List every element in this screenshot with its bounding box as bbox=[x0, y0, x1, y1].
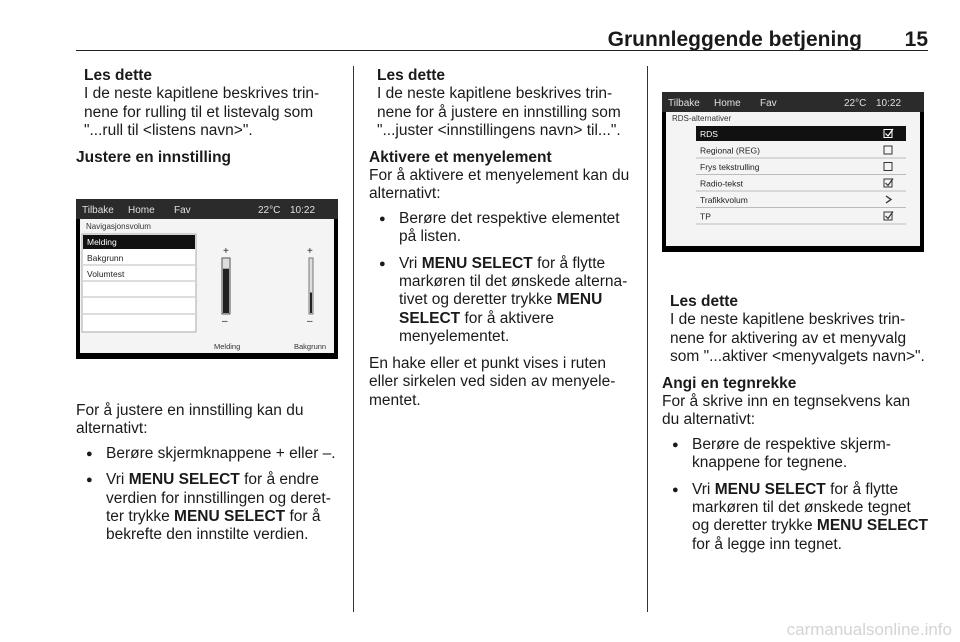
column-3 bbox=[662, 293, 928, 562]
bullet-text: for å legge inn tegnet. bbox=[692, 535, 842, 553]
column-1 bbox=[76, 67, 344, 167]
bullet-text: Berøre skjermknappene + eller –. bbox=[106, 444, 336, 462]
intro-text: For å aktivere et menyelement kan du alternativt: bbox=[369, 167, 630, 203]
rds-option-6: TP bbox=[700, 211, 711, 222]
nav-fav-label: Fav bbox=[760, 98, 777, 109]
slider1-fill bbox=[223, 269, 229, 313]
bullet-text: for å bekrefte den innstilte verdien. bbox=[106, 508, 321, 544]
bullet-text: for å flytte markøren til det ønskede alterna-tivet og deretter trykke bbox=[399, 254, 628, 309]
rds-option-2: Regional (REG) bbox=[700, 145, 760, 156]
section-heading: Angi en tegnrekke bbox=[662, 374, 797, 392]
bullet-text: for å aktivere menyelementet. bbox=[399, 309, 555, 346]
page-header bbox=[76, 28, 928, 50]
nav-temp-label: 22°C bbox=[844, 98, 867, 109]
bullet-text: Berøre de respektive skjerm-knappene for tegnene. bbox=[692, 435, 891, 472]
control-name: MENU SELECT bbox=[714, 480, 826, 498]
list-item-3: Volumtest bbox=[87, 269, 125, 279]
note-text: I de neste kapitlene beskrives trin-nene for rulling til et listevalg som "...rull til <listens navn>". bbox=[84, 85, 320, 140]
column-2 bbox=[369, 67, 637, 410]
bullet-item-2 bbox=[369, 255, 637, 347]
slider2-fill bbox=[310, 293, 312, 314]
bullet-list bbox=[76, 445, 344, 545]
screen-title: RDS-alternativer bbox=[672, 114, 732, 123]
note-title: Les dette bbox=[377, 67, 446, 84]
nav-back-label: Tilbake bbox=[668, 98, 700, 109]
nav-fav-label: Fav bbox=[174, 205, 191, 216]
note-text: I de neste kapitlene beskrives trin-nene for aktivering av et menyvalg som "...aktiver <menyvalgets navn>". bbox=[670, 311, 925, 366]
page-number: 15 bbox=[904, 28, 928, 51]
slider2-label: Bakgrunn bbox=[294, 342, 327, 351]
section-heading: Justere en innstilling bbox=[76, 148, 232, 166]
bullet-text: for å endre verdien for innstillingen og deret-ter trykke bbox=[106, 471, 331, 526]
nav-home-label: Home bbox=[714, 98, 741, 109]
bullet-text: Berøre det respektive elementet på listen. bbox=[399, 209, 620, 246]
bullet-item-2 bbox=[662, 481, 928, 555]
bullet-list bbox=[369, 210, 637, 347]
control-name: MENU SELECT bbox=[399, 291, 603, 327]
bullet-item-1 bbox=[369, 210, 637, 247]
rds-options-screenshot bbox=[662, 68, 924, 276]
slider1-plus: + bbox=[223, 246, 229, 257]
screen-title: Navigasjonsvolum bbox=[86, 222, 151, 231]
nav-back-label: Tilbake bbox=[82, 205, 114, 216]
note-box bbox=[670, 293, 928, 367]
control-name: MENU SELECT bbox=[128, 471, 240, 489]
bullet-item-2 bbox=[76, 471, 344, 545]
slider1-minus: – bbox=[222, 316, 228, 327]
bullet-item-1 bbox=[662, 436, 928, 473]
nav-time-label: 10:22 bbox=[290, 205, 316, 216]
bullet-text: for å flytte markøren til det ønskede tegnet og deretter trykke bbox=[692, 480, 911, 535]
column-1-lower bbox=[76, 402, 344, 553]
page-title: Grunnleggende betjening bbox=[607, 28, 862, 51]
control-name: MENU SELECT bbox=[174, 508, 286, 526]
column-divider-2 bbox=[647, 66, 648, 612]
rds-option-5: Trafikkvolum bbox=[700, 195, 748, 205]
control-name: MENU SELECT bbox=[816, 517, 929, 535]
outro-text: En hake eller et punkt vises i ruten eller sirkelen ved siden av menyele-mentet. bbox=[369, 354, 616, 409]
bullet-text: Vri bbox=[106, 471, 129, 489]
control-name: MENU SELECT bbox=[421, 254, 533, 272]
watermark: carmanualsonline.info bbox=[786, 620, 952, 639]
slider2-plus: + bbox=[307, 246, 313, 257]
section-heading: Aktivere et menyelement bbox=[369, 148, 552, 166]
rds-option-1: RDS bbox=[700, 129, 718, 139]
note-title: Les dette bbox=[670, 293, 739, 310]
note-box bbox=[377, 67, 637, 141]
note-box bbox=[84, 67, 344, 141]
bullet-item-1 bbox=[76, 445, 344, 463]
rds-option-4: Radio-tekst bbox=[700, 178, 743, 189]
list-item-1: Melding bbox=[87, 237, 117, 247]
rds-option-3: Frys tekstrulling bbox=[700, 162, 760, 172]
rds-row-highlight bbox=[696, 126, 906, 141]
intro-text: For å skrive inn en tegnsekvens kan du alternativt: bbox=[662, 393, 911, 429]
nav-home-label: Home bbox=[128, 205, 155, 216]
slider1-label: Melding bbox=[214, 342, 241, 351]
navigation-volume-screenshot bbox=[76, 172, 338, 390]
bullet-list bbox=[662, 436, 928, 554]
header-rule bbox=[76, 50, 928, 51]
note-title: Les dette bbox=[84, 67, 153, 84]
bullet-text: Vri bbox=[692, 480, 715, 498]
column-divider-1 bbox=[353, 66, 354, 612]
nav-temp-label: 22°C bbox=[258, 205, 281, 216]
list-item-2: Bakgrunn bbox=[87, 253, 124, 263]
note-text: I de neste kapitlene beskrives trin-nene for å justere en innstilling som "...juster <innstillingens navn> til...". bbox=[377, 85, 621, 140]
nav-time-label: 10:22 bbox=[876, 98, 902, 109]
bullet-text: Vri bbox=[399, 254, 422, 272]
slider2-minus: – bbox=[307, 316, 313, 327]
intro-text: For å justere en innstilling kan du alternativt: bbox=[76, 402, 304, 438]
